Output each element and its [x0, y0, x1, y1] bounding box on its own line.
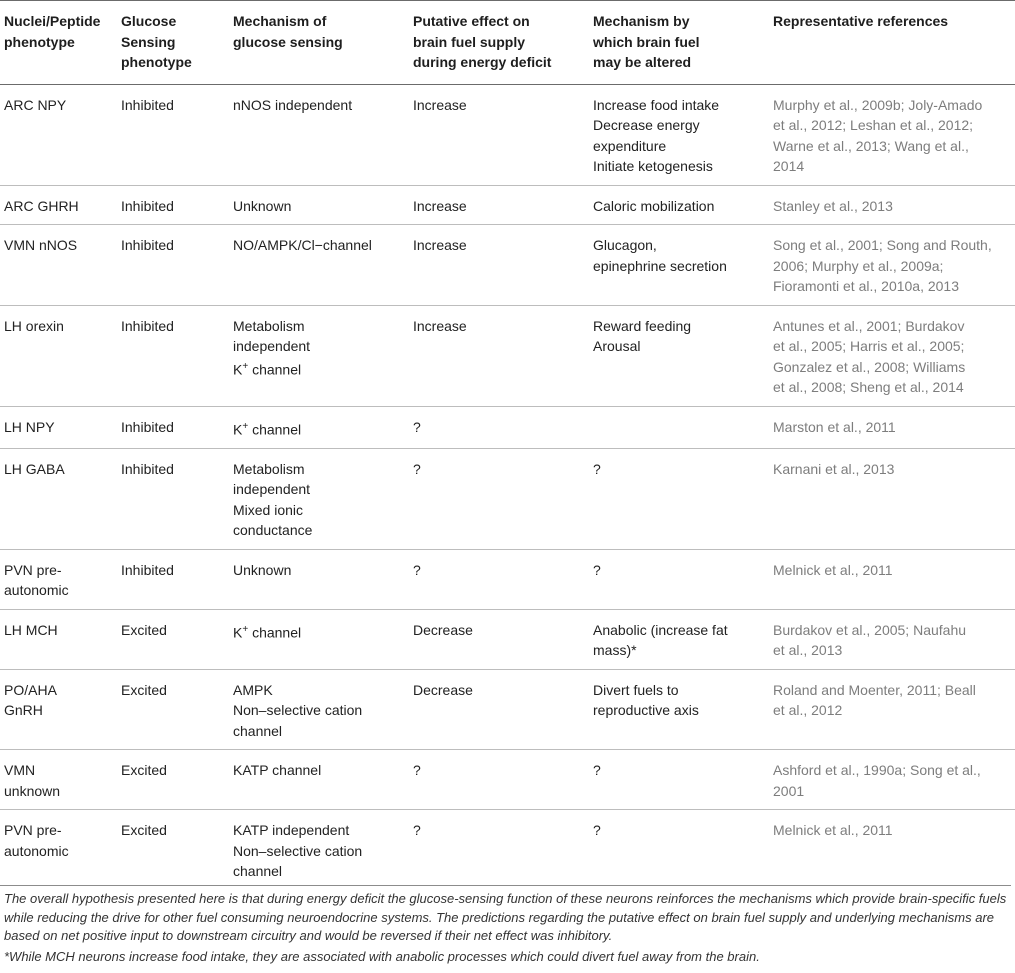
- table-row: [0, 84, 1015, 185]
- cell-fuel-effect: Decrease: [413, 621, 473, 638]
- table-row: [0, 549, 1015, 609]
- cell-fuel-mechanism: Anabolic (increase fat mass)*: [593, 621, 728, 659]
- cell-nuclei-peptide: ARC GHRH: [4, 197, 79, 214]
- cell-nuclei-peptide: LH orexin: [4, 317, 64, 334]
- cell-sensing-mechanism: Metabolism independent Mixed ionic conductance: [233, 460, 313, 539]
- cell-nuclei-peptide: PVN pre- autonomic: [4, 822, 69, 859]
- cell-nuclei-peptide: PVN pre- autonomic: [4, 561, 69, 599]
- cell-fuel-effect: ?: [413, 762, 421, 779]
- cell-nuclei-peptide: VMN unknown: [4, 762, 61, 799]
- header-references: Representative references: [773, 13, 949, 29]
- cell-references: Stanley et al., 2013: [773, 197, 893, 214]
- cell-sensing-phenotype: Inhibited: [121, 561, 174, 578]
- cell-sensing-phenotype: Excited: [121, 621, 167, 638]
- cell-sensing-mechanism: K+ channel: [233, 623, 302, 641]
- cell-references: Marston et al., 2011: [773, 418, 896, 435]
- cell-nuclei-peptide: PO/AHA GnRH: [4, 681, 57, 719]
- cell-fuel-effect: ?: [413, 460, 421, 477]
- cell-references: Karnani et al., 2013: [773, 460, 895, 477]
- cell-sensing-phenotype: Excited: [121, 822, 167, 839]
- cell-nuclei-peptide: VMN nNOS: [4, 237, 78, 253]
- table-row: [0, 810, 1015, 890]
- cell-fuel-effect: ?: [413, 822, 421, 839]
- cell-sensing-phenotype: Inhibited: [121, 460, 174, 477]
- cell-fuel-mechanism: [589, 406, 769, 448]
- cell-sensing-phenotype: Inhibited: [121, 197, 174, 214]
- table-row: [0, 225, 1015, 306]
- cell-nuclei-peptide: LH NPY: [4, 418, 55, 435]
- cell-references: Roland and Moenter, 2011; Beall et al., 2012: [773, 681, 976, 719]
- cell-fuel-effect: Increase: [413, 237, 467, 253]
- header-row: [0, 1, 1015, 85]
- cell-sensing-phenotype: Excited: [121, 681, 167, 698]
- cell-fuel-mechanism: Reward feeding Arousal: [593, 317, 692, 354]
- cell-sensing-mechanism: AMPK Non–selective cation channel: [233, 681, 363, 739]
- cell-references: Burdakov et al., 2005; Naufahu et al., 2013: [773, 621, 967, 659]
- table-row: [0, 750, 1015, 810]
- cell-fuel-mechanism: Glucagon, epinephrine secretion: [593, 237, 727, 274]
- cell-references: Melnick et al., 2011: [773, 822, 893, 839]
- cell-fuel-mechanism: Increase food intake Decrease energy expenditure Initiate ketogenesis: [593, 96, 720, 174]
- cell-sensing-phenotype: Inhibited: [121, 317, 174, 334]
- cell-sensing-mechanism: nNOS independent: [233, 96, 353, 113]
- table-row: [0, 406, 1015, 448]
- cell-references: Murphy et al., 2009b; Joly-Amado et al., 2012; Leshan et al., 2012; Warne et al., 2013; Wang et al., 2014: [773, 96, 983, 174]
- cell-sensing-phenotype: Inhibited: [121, 418, 174, 435]
- cell-fuel-mechanism: ?: [593, 762, 601, 779]
- cell-sensing-mechanism: Unknown: [233, 197, 292, 214]
- cell-sensing-mechanism: Unknown: [233, 561, 292, 578]
- cell-sensing-mechanism: KATP independent Non–selective cation channel: [233, 822, 363, 880]
- cell-fuel-effect: Decrease: [413, 681, 473, 698]
- table-row: [0, 185, 1015, 225]
- cell-references: Melnick et al., 2011: [773, 561, 893, 578]
- cell-sensing-mechanism: Metabolism independent K+ channel: [233, 317, 311, 378]
- table-row: [0, 305, 1015, 406]
- cell-sensing-mechanism: K+ channel: [233, 420, 302, 438]
- cell-references: Song et al., 2001; Song and Routh, 2006; Murphy et al., 2009a; Fioramonti et al., 2010a, 2013: [773, 237, 992, 294]
- cell-fuel-effect: Increase: [413, 317, 467, 334]
- header-fuel-effect: Putative effect on brain fuel supply during energy deficit: [413, 13, 552, 70]
- cell-references: Antunes et al., 2001; Burdakov et al., 2005; Harris et al., 2005; Gonzalez et al., 2008; Williams et al., 2008; Sheng et al., 2014: [773, 317, 966, 395]
- header-nuclei-peptide: Nuclei/Peptide phenotype: [4, 13, 101, 50]
- table-row: [0, 669, 1015, 750]
- cell-fuel-mechanism: ?: [593, 460, 601, 477]
- cell-fuel-mechanism: ?: [593, 822, 601, 839]
- table-row: [0, 448, 1015, 549]
- cell-fuel-effect: Increase: [413, 197, 467, 214]
- cell-sensing-mechanism: KATP channel: [233, 762, 322, 779]
- cell-nuclei-peptide: LH MCH: [4, 621, 58, 638]
- cell-fuel-effect: ?: [413, 561, 421, 578]
- cell-references: Ashford et al., 1990a; Song et al., 2001: [773, 762, 981, 799]
- cell-sensing-phenotype: Inhibited: [121, 96, 174, 113]
- cell-sensing-phenotype: Inhibited: [121, 237, 174, 253]
- cell-sensing-phenotype: Excited: [121, 762, 167, 779]
- header-fuel-mechanism: Mechanism by which brain fuel may be altered: [593, 13, 700, 70]
- header-sensing-phenotype: Glucose Sensing phenotype: [121, 13, 192, 70]
- cell-sensing-mechanism: NO/AMPK/Cl−channel: [233, 237, 372, 253]
- table-footnote: The overall hypothesis presented here is that during energy deficit the glucose-sensing function of these neurons reinforces the mechanisms which provide brain-specific fuels while reducing the drive for other fuel consuming neuroendocrine systems. The predictions regarding the putative effect on brain fuel supply and underlying mechanisms are based on net positive input to downstream circuitry and would be reversed if their net effect was inhibitory.: [0, 885, 1011, 946]
- table-row: [0, 609, 1015, 669]
- asterisk-footnote: *While MCH neurons increase food intake, they are associated with anabolic processes which could divert fuel away from the brain.: [4, 949, 760, 964]
- cell-fuel-mechanism: ?: [593, 561, 601, 578]
- cell-nuclei-peptide: LH GABA: [4, 460, 65, 477]
- cell-fuel-mechanism: Divert fuels to reproductive axis: [593, 681, 699, 719]
- cell-fuel-effect: Increase: [413, 96, 467, 113]
- cell-nuclei-peptide: ARC NPY: [4, 96, 67, 113]
- header-sensing-mechanism: Mechanism of glucose sensing: [233, 13, 343, 50]
- cell-fuel-effect: ?: [413, 418, 421, 435]
- cell-fuel-mechanism: Caloric mobilization: [593, 197, 715, 214]
